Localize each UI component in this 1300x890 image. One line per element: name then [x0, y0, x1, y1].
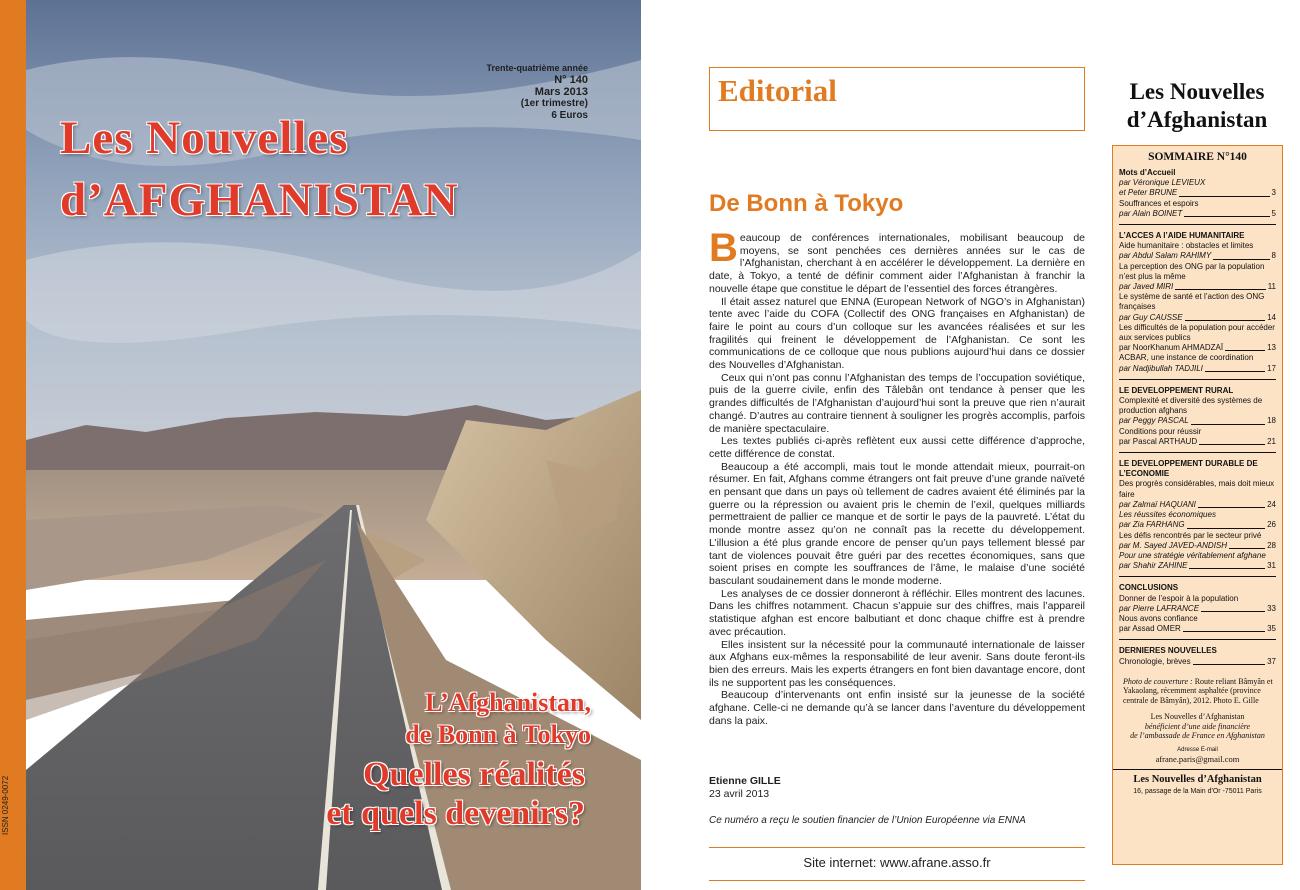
toc-entry-title[interactable]: Les défis rencontrés par le secteur privé [1119, 530, 1262, 540]
editorial-body [709, 226, 1085, 727]
cover-spine [0, 0, 26, 890]
cover-subtitle-line2: de Bonn à Tokyo [405, 720, 591, 749]
cover-title-line2: d’AFGHANISTAN [60, 174, 459, 226]
toc-entry-author: par Assad OMER [1119, 624, 1181, 634]
toc-leader-line [1175, 289, 1265, 290]
toc-leader-line [1213, 259, 1269, 260]
divider [709, 880, 1085, 881]
toc-leader-line [1189, 568, 1265, 569]
email-link[interactable]: afrane.paris@gmail.com [1155, 753, 1240, 764]
toc-page-number: 14 [1267, 312, 1276, 322]
aid-note [1119, 712, 1276, 741]
toc-entry-author: par Véronique LEVIEUX [1119, 178, 1206, 188]
article-title: De Bonn à Tokyo [709, 190, 904, 217]
article-paragraph: Il était assez naturel que ENNA (European Network of NGO’s in Afghanistan) tente avec l’aide du COFA (Collectif des ONG françaises en Afghanistan) de faire le point au cours d’un colloque sur les avancées réalisées et sur les fragilités qui freinent le développement de l’Afghanistan. Ce sont les communications de ce colloque que nous publions aujourd’hui dans ce dossier des Nouvelles d’Afghanistan. [709, 295, 1085, 372]
toc-entry-title[interactable]: Complexité et diversité des systèmes de production afghans [1119, 396, 1263, 416]
article-paragraph: Les analyses de ce dossier donneront à réfléchir. Elles montrent des lacunes. Dans les chiffres notamment. Chacun s’appuie sur des chiffres, mais l’appareil statistique afghan est encore balbutiant et donc chaque chiffre est à prendre avec précaution. [709, 587, 1085, 638]
toc-entry-title[interactable]: Des progrès considérables, mais doit mieux faire [1119, 479, 1275, 499]
aid-line: Les Nouvelles d’Afghanistan [1150, 712, 1245, 722]
toc-entry-row[interactable] [1119, 282, 1276, 292]
cover-page [0, 0, 641, 890]
table-of-contents [1112, 145, 1283, 865]
article-paragraph [709, 226, 1085, 296]
toc-page-number: 21 [1267, 436, 1276, 446]
toc-page-number: 35 [1267, 624, 1276, 634]
issue-price: 6 Euros [551, 110, 588, 121]
toc-leader-line [1205, 371, 1265, 372]
toc-entry-author: par Zia FARHANG [1119, 520, 1185, 530]
toc-leader-line [1225, 350, 1265, 351]
author-name: Etienne GILLE [709, 775, 781, 787]
editorial-header-box [709, 67, 1085, 131]
toc-entry-row[interactable] [1119, 416, 1276, 426]
toc-leader-line [1193, 664, 1265, 665]
divider [1119, 452, 1276, 453]
toc-entry-author: Chronologie, brèves [1119, 656, 1191, 666]
toc-entry-row[interactable] [1119, 561, 1276, 571]
issue-date: Mars 2013 [534, 86, 588, 98]
toc-section-heading: Mots d’Accueil [1119, 168, 1176, 177]
toc-page-number: 31 [1267, 561, 1276, 571]
aid-line: bénéficient d’une aide financière [1144, 721, 1251, 731]
toc-entry-row[interactable] [1119, 437, 1276, 447]
footer-name: Les Nouvelles d’Afghanistan [1133, 773, 1262, 785]
cover-subtitle-line3: Quelles réalités [363, 756, 585, 793]
toc-page-number: 11 [1267, 282, 1276, 292]
toc-entry-author: par Shahir ZAHINE [1119, 561, 1188, 571]
toc-section-heading: LE DEVELOPPEMENT RURAL [1119, 385, 1234, 395]
toc-leader-line [1187, 528, 1265, 529]
toc-page-number: 37 [1267, 656, 1276, 666]
toc-entry-author: par M. Sayed JAVED-ANDISH [1119, 540, 1228, 550]
photo-credit-lead: Photo de couverture : [1123, 676, 1193, 686]
toc-entry-row[interactable] [1119, 604, 1276, 614]
toc-leader-line [1201, 611, 1265, 612]
article-paragraph: Beaucoup a été accompli, mais tout le monde attendait mieux, pourrait-on résumer. En fait, Afghans comme étrangers ont fait preuve d’une grande naïveté en pensant que dans un pays où tellement de cadres avaient été éliminés par la guerre ou la répression ou avaient pris le chemin de l’exil, quelques milliards permettraient de pallier ce manque et de sortir le pays de la pauvreté. L’état du monde montre assez qu’on ne connaît pas la recette du développement. L’illusion a été plus grande encore de penser qu’un pays tellement blessé par tant de violences pouvait être guéri par des recettes économiques, sans que soient prises en compte les souffrances de l’âme, le malaise d’une société basculant soudainement dans le monde moderne. [709, 460, 1085, 587]
toc-page-number: 17 [1267, 363, 1276, 373]
footer-address: 16, passage de la Main d'Or -75011 Paris [1133, 787, 1262, 795]
divider [1119, 379, 1276, 380]
issue-info [440, 62, 588, 122]
toc-leader-line [1179, 196, 1269, 197]
toc-entry-title[interactable]: Aide humanitaire : obstacles et limites [1119, 241, 1254, 251]
toc-entry-row[interactable] [1119, 343, 1276, 353]
issue-number: N° 140 [554, 74, 588, 86]
toc-page-number: 3 [1271, 188, 1276, 198]
toc-leader-line [1191, 424, 1265, 425]
toc-leader-line [1198, 507, 1265, 508]
toc-page-number: 8 [1271, 251, 1276, 261]
toc-entry-author: par Peggy PASCAL [1119, 416, 1189, 426]
cover-subtitle-line1: L’Afghanistan, [425, 688, 591, 717]
article-paragraph: Ceux qui n’ont pas connu l’Afghanistan des temps de l’occupation soviétique, puis de la guerre civile, enfin des Tâlebân ont tendance à penser que les grandes difficultés de l’Afghanistan d’aujourd’hui sont la preuve que rien n’aurait changé. D’autres au contraire tiennent à souligner les progrès accomplis, parfois de manière spectaculaire. [709, 371, 1085, 435]
toc-page-number: 33 [1267, 603, 1276, 613]
sidebar-title [1094, 78, 1300, 134]
toc-entry-title[interactable]: Les réussites économiques [1119, 510, 1216, 520]
toc-entry-author: et Peter BRUNE [1119, 188, 1178, 198]
paragraph-text: eaucoup de conférences internationales, mobilisant beaucoup de moyens, se sont penchées ces dernières années sur le cas de l’Afghanistan, cherchant à en accélérer le développement. La dernière en date, à Tokyo, a tenté de définir comment aider l’Afghanistan à franchir la nouvelle étape que constitue le départ de l’essentiel des forces étrangères. [709, 232, 1085, 295]
toc-entry-row[interactable] [1119, 520, 1276, 530]
divider [1119, 576, 1276, 577]
website-link[interactable]: Site internet: www.afrane.asso.fr [803, 855, 991, 870]
toc-leader-line [1185, 320, 1266, 321]
toc-entry-author: par NoorKhanum AHMADZAÏ [1119, 343, 1224, 353]
toc-entry-row[interactable] [1119, 188, 1276, 198]
toc-entry-row[interactable] [1119, 541, 1276, 551]
divider [1113, 769, 1282, 770]
article-paragraph: Elles insistent sur la nécessité pour la communauté internationale de laisser aux Afghans eux-mêmes la responsabilité de leur avenir. Sans doute feront-ils bien des erreurs. Mais les experts étrangers en font bien davantage encore, dont ils ne supportent pas les conséquences. [709, 638, 1085, 689]
cover-title-line1: Les Nouvelles [60, 112, 349, 164]
toc-entry-row[interactable] [1119, 657, 1276, 667]
toc-entry-row[interactable] [1119, 364, 1276, 374]
toc-section-heading: L’ACCES A l’AIDE HUMANITAIRE [1119, 231, 1245, 241]
toc-entry-author: par Abdul Salam RAHIMY [1119, 251, 1212, 261]
toc-entry-title[interactable]: Nous avons confiance [1119, 613, 1198, 623]
sommaire-title: SOMMAIRE N°140 [1148, 151, 1247, 163]
drop-cap: B [709, 226, 738, 270]
toc-entry-author: par Alain BOINET [1119, 208, 1183, 218]
aid-line: de l’ambassade de France en Afghanistan [1130, 731, 1265, 741]
toc-section-heading: DERNIERES NOUVELLES [1119, 646, 1217, 656]
toc-entry-row[interactable] [1119, 251, 1276, 261]
issue-year: Trente-quatrième année [486, 63, 588, 73]
editorial-heading: Editorial [718, 73, 837, 108]
toc-entry-row[interactable] [1119, 624, 1276, 634]
toc-entry-title[interactable]: La perception des ONG par la population n’est plus la même [1119, 261, 1265, 281]
toc-entry-title[interactable]: Les difficultés de la population pour accéder aux services publics [1119, 322, 1275, 343]
toc-leader-line [1229, 548, 1265, 549]
toc-entry-author: par Zalmaï HAQUANI [1119, 499, 1196, 509]
toc-leader-line [1184, 216, 1269, 217]
toc-page-number: 24 [1267, 499, 1276, 509]
toc-entry-author: par Pierre LAFRANCE [1119, 603, 1200, 613]
divider [1119, 224, 1276, 225]
issn-label: ISSN 0249-0072 [1, 775, 10, 835]
issue-trimester: (1er trimestre) [520, 98, 588, 109]
sidebar-title-line1: Les Nouvelles [1129, 79, 1265, 104]
divider [1119, 639, 1276, 640]
signature-date: 23 avril 2013 [709, 788, 770, 800]
sidebar-title-line2: d’Afghanistan [1126, 107, 1268, 132]
photo-credit-text: Route reliant Bâmyân et Yakaolang, récemment asphaltée (province centrale de Bâmyân), 2012. Photo E. Gille [1123, 676, 1273, 705]
funding-note: Ce numéro a reçu le soutien financier de l’Union Européenne via ENNA [709, 815, 1026, 826]
toc-entry-row[interactable] [1119, 313, 1276, 323]
article-paragraph: Les textes publiés ci-après reflètent eux aussi cette différence d’approche, cette différence de constat. [709, 435, 1085, 460]
toc-entry-title[interactable]: Pour une stratégie véritablement afghane [1119, 550, 1266, 560]
toc-page-number: 26 [1267, 520, 1276, 530]
divider [709, 847, 1085, 848]
toc-page-number: 28 [1267, 540, 1276, 550]
toc-entry-author: par Nadjibullah TADJILI [1119, 363, 1203, 373]
toc-entry-title[interactable]: Conditions pour réussir [1119, 426, 1202, 436]
article-paragraph: Beaucoup d’intervenants ont enfin insisté sur la jeunesse de la société afghane. Celle-ci ne demande qu’à se lancer dans l’aventure du développement dans la paix. [709, 689, 1085, 727]
toc-entry-author: par Pascal ARTHAUD [1119, 436, 1198, 446]
toc-entry-title[interactable]: Souffrances et espoirs [1119, 198, 1199, 208]
toc-entry-title[interactable]: Donner de l’espoir à la population [1119, 593, 1239, 603]
email-label: Adresse E-mail [1177, 746, 1218, 753]
toc-section-heading: CONCLUSIONS [1119, 583, 1179, 593]
toc-section-heading: LE DEVELOPPEMENT DURABLE DE L’ECONOMIE [1119, 459, 1258, 479]
cover-subtitle-line4: et quels devenirs? [326, 795, 585, 832]
toc-entry-row[interactable] [1119, 178, 1276, 188]
toc-entry-title[interactable]: ACBAR, une instance de coordination [1119, 353, 1254, 363]
toc-entry-author: par Guy CAUSSE [1119, 312, 1183, 322]
signature [709, 775, 781, 801]
toc-sections [1119, 168, 1276, 667]
toc-page-number: 18 [1267, 416, 1276, 426]
toc-entry-row[interactable] [1119, 500, 1276, 510]
toc-entry-row[interactable] [1119, 209, 1276, 219]
photo-credit [1119, 677, 1276, 706]
toc-page-number: 13 [1267, 343, 1276, 353]
toc-leader-line [1199, 444, 1265, 445]
toc-entry-title[interactable]: Le système de santé et l’action des ONG françaises [1119, 292, 1265, 312]
toc-page-number: 5 [1271, 208, 1276, 218]
toc-leader-line [1183, 631, 1265, 632]
toc-entry-author: par Javed MIRI [1119, 282, 1174, 292]
